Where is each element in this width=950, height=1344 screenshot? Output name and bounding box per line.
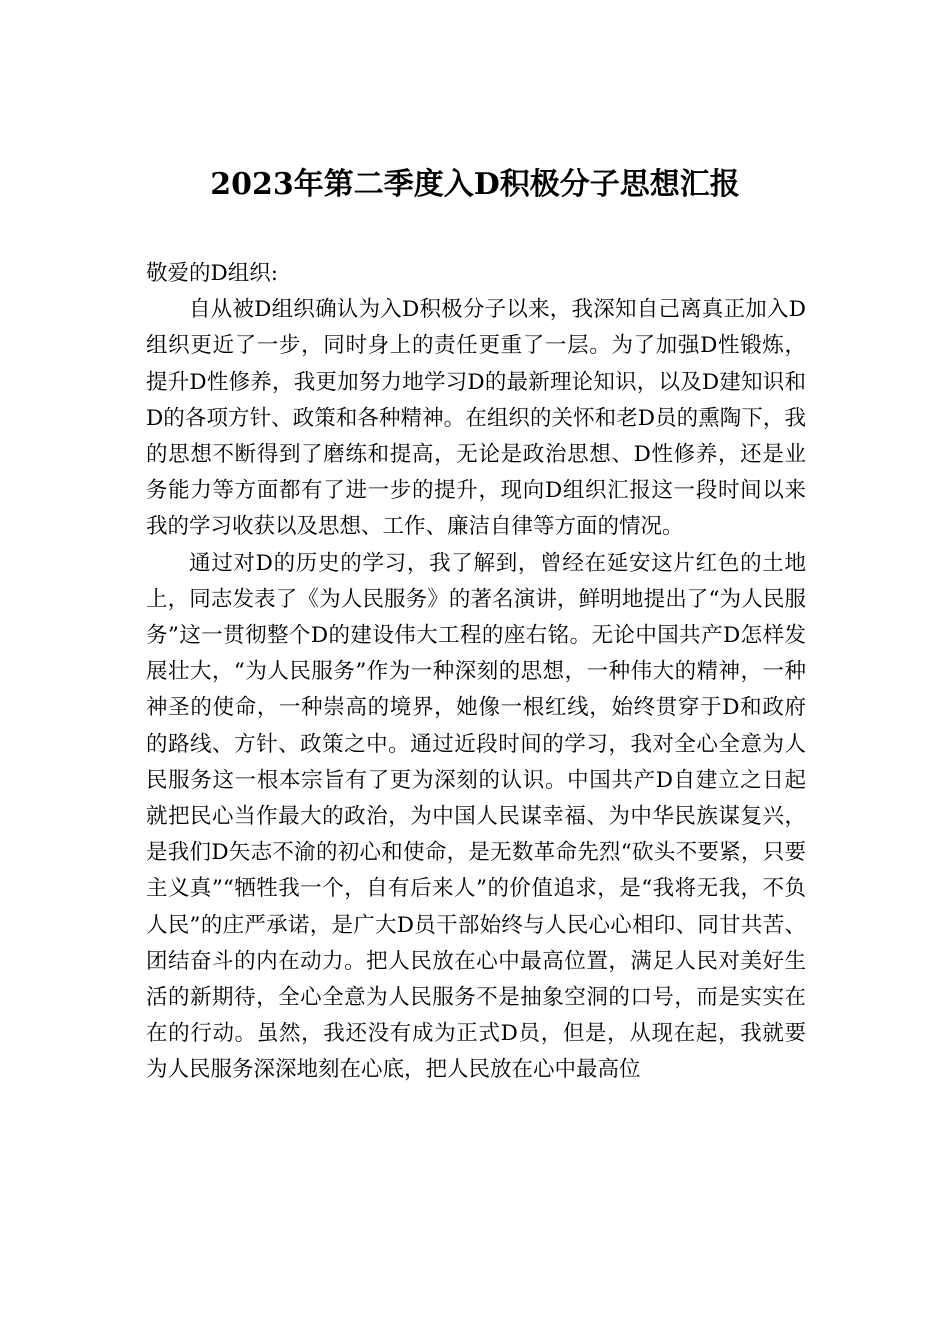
paragraph-2: 通过对D的历史的学习，我了解到，曾经在延安这片红色的土地上，同志发表了《为人民服务》的著名演讲，鲜明地提出了“为人民服务”这一贯彻整个D的建设伟大工程的座右铭。无论中国共产D怎样发展壮大，“为人民服务”作为一种深刻的思想，一种伟大的精神，一种神圣的使命，一种崇高的境界，她像一根红线，始终贯穿于D和政府的路线、方针、政策之中。通过近段时间的学习，我对全心全意为人民服务这一根本宗旨有了更为深刻的认识。中国共产D自建立之日起就把民心当作最大的政治，为中国人民谋幸福、为中华民族谋复兴，是我们D矢志不渝的初心和使命，是无数革命先烈“砍头不要紧，只要主义真”“牺牲我一个，自有后来人”的价值追求，是“我将无我，不负人民”的庄严承诺，是广大D员干部始终与人民心心相印、同甘共苦、团结奋斗的内在动力。把人民放在心中最高位置，满足人民对美好生活的新期待，全心全意为人民服务不是抽象空洞的口号，而是实实在在的行动。虽然，我还没有成为正式D员，但是，从现在起，我就要为人民服务深深地刻在心底，把人民放在心中最高位 xyxy=(146,550,806,1083)
salutation: 敬爱的D组织: xyxy=(146,261,278,286)
document-title: 2023年第二季度入D积极分子思想汇报 xyxy=(210,167,740,202)
document-body xyxy=(146,256,806,1089)
paragraph-1: 自从被D组织确认为入D积极分子以来，我深知自己离真正加入D组织更近了一步，同时身上的责任更重了一层。为了加强D性锻炼，提升D性修养，我更加努力地学习D的最新理论知识，以及D建知识和D的各项方针、政策和各种精神。在组织的关怀和老D员的熏陶下，我的思想不断得到了磨练和提高，无论是政治思想、D性修养，还是业务能力等方面都有了进一步的提升，现向D组织汇报这一段时间以来我的学习收获以及思想、工作、廉洁自律等方面的情况。 xyxy=(146,297,806,540)
